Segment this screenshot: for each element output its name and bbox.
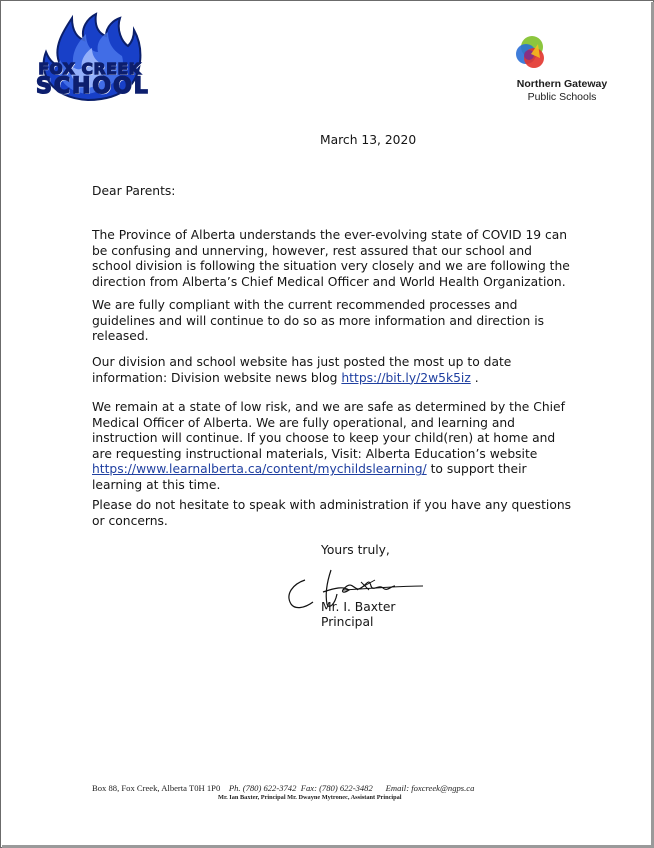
paragraph-line: Medical Officer of Alberta. We are fully operational, and learning and	[92, 415, 515, 430]
ngps-name: Northern Gateway	[516, 78, 608, 90]
paragraph-line: direction from Alberta’s Chief Medical Officer and World Health Organization.	[92, 274, 566, 289]
paragraph-line: are requesting instructional materials, Visit: Alberta Education’s website	[92, 446, 538, 461]
logo-wordmark-top: FOX CREEK	[38, 60, 142, 78]
paragraph-5	[92, 498, 572, 529]
footer-email[interactable]: Email: foxcreek@ngps.ca	[385, 783, 475, 793]
paragraph-line	[92, 462, 562, 478]
paragraph-line: The Province of Alberta understands the ever-evolving state of COVID 19 can	[92, 228, 568, 242]
closing: Yours truly,	[321, 543, 390, 557]
footer-fax: Fax: (780) 622-3482	[300, 783, 373, 793]
footer-address: Box 88, Fox Creek, Alberta T0H 1P0	[92, 783, 221, 793]
salutation: Dear Parents:	[92, 184, 176, 198]
letter-date: March 13, 2020	[320, 133, 417, 147]
paragraph-text: .	[470, 370, 479, 385]
paragraph-line	[92, 371, 562, 387]
paragraph-line: instruction will continue. If you choose to keep your child(ren) at home and	[92, 431, 556, 446]
ngps-emblem-icon	[504, 34, 620, 78]
ngps-subtitle: Public Schools	[527, 91, 597, 103]
paragraph-line: We are fully compliant with the current recommended processes and	[92, 298, 518, 312]
paragraph-line: be confusing and unnerving, however, rest assured that our school and	[92, 243, 532, 258]
fox-creek-school-logo	[30, 12, 148, 104]
paragraph-text: to support their	[426, 462, 527, 477]
paragraph-line: Our division and school website has just posted the most up to date	[92, 355, 512, 369]
signer-name: Mr. I. Baxter	[321, 600, 396, 614]
paragraph-1	[92, 228, 570, 290]
signer-title: Principal	[321, 615, 374, 629]
paragraph-4	[92, 400, 565, 494]
paragraph-line: school division is following the situation very closely and we are following the	[92, 259, 570, 274]
division-blog-link[interactable]: https://bit.ly/2w5k5iz	[341, 370, 471, 385]
paragraph-line: released.	[92, 329, 149, 344]
paragraph-line: learning at this time.	[92, 477, 221, 492]
learnalberta-link[interactable]: https://www.learnalberta.ca/content/mychildslearning/	[92, 462, 427, 477]
footer-phone: Ph. (780) 622-3742	[228, 783, 297, 793]
paragraph-line: or concerns.	[92, 513, 168, 528]
northern-gateway-logo	[504, 34, 624, 104]
paragraph-text: information: Division website news blog	[92, 370, 342, 385]
footer-contact	[92, 783, 612, 793]
paragraph-3	[92, 355, 562, 386]
paragraph-line: guidelines and will continue to do so as more information and direction is	[92, 313, 545, 328]
paragraph-line: We remain at a state of low risk, and we are safe as determined by the Chief	[92, 400, 565, 414]
paragraph-2	[92, 298, 562, 345]
footer-staff: Mr. Ian Baxter, Principal Mr. Dwayne Mytronec, Assistant Principal	[218, 794, 402, 801]
logo-wordmark-bottom: SCHOOL	[36, 74, 150, 99]
paragraph-line: Please do not hesitate to speak with administration if you have any questions	[92, 498, 572, 512]
